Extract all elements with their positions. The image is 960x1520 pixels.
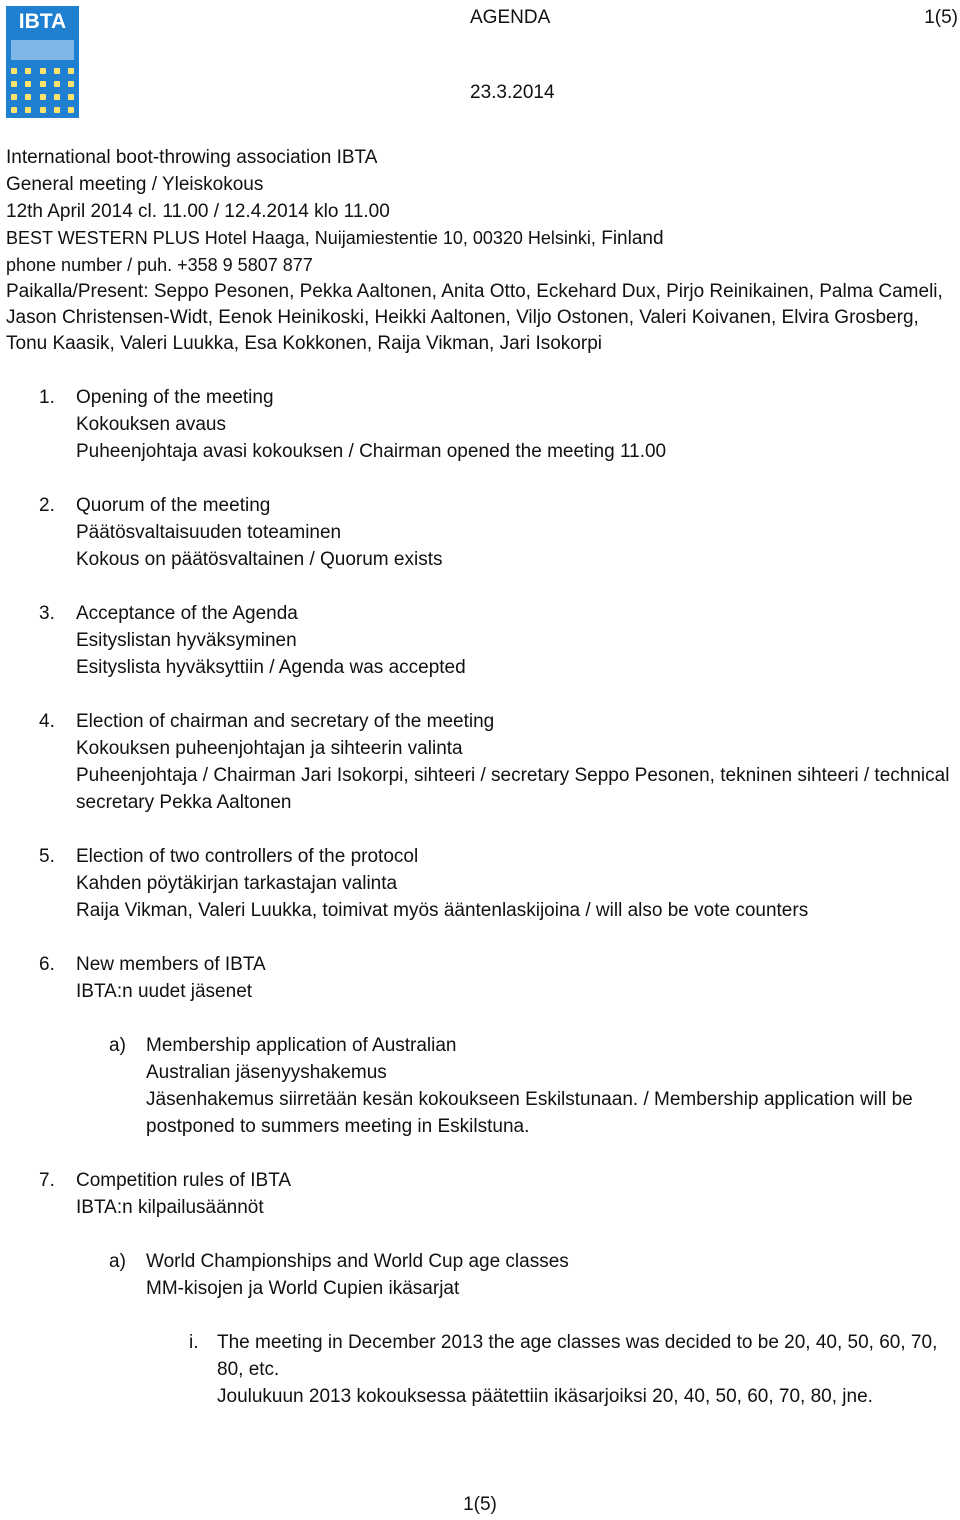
item-line: Competition rules of IBTA — [76, 1170, 292, 1191]
meeting-name: General meeting / Yleiskokous — [6, 174, 264, 195]
item-number: 2. — [39, 495, 55, 516]
agenda-item — [0, 492, 960, 573]
item-line: Kokouksen puheenjohtajan ja sihteerin valinta — [76, 738, 463, 759]
item-number: 5. — [39, 846, 55, 867]
org-name: International boot-throwing association IBTA — [6, 147, 378, 168]
item-line: Esityslista hyväksyttiin / Agenda was accepted — [76, 657, 466, 678]
item-line: Election of two controllers of the protocol — [76, 846, 419, 867]
sub-sub-item-numeral: i. — [189, 1332, 199, 1353]
logo-band — [11, 40, 74, 60]
item-line: Puheenjohtaja / Chairman Jari Isokorpi, sihteeri / secretary Seppo Pesonen, tekninen sihteeri / technical secretary Pekka Aaltonen — [76, 765, 950, 813]
sub-item-line: MM-kisojen ja World Cupien ikäsarjat — [146, 1278, 460, 1299]
item-line: Esityslistan hyväksyminen — [76, 630, 297, 651]
item-number: 4. — [39, 711, 55, 732]
meeting-venue — [6, 225, 956, 252]
item-line: IBTA:n uudet jäsenet — [76, 981, 253, 1002]
venue-country: Finland — [595, 228, 664, 249]
item-line: Kokous on päätösvaltainen / Quorum exists — [76, 549, 443, 570]
meeting-info — [6, 144, 956, 357]
item-number: 6. — [39, 954, 55, 975]
agenda-item — [0, 384, 960, 465]
agenda-item — [0, 600, 960, 681]
sub-item-letter: a) — [109, 1035, 126, 1056]
sub-item-letter: a) — [109, 1251, 126, 1272]
item-number: 7. — [39, 1170, 55, 1191]
item-line: Election of chairman and secretary of the meeting — [76, 711, 495, 732]
item-line: Raija Vikman, Valeri Luukka, toimivat myös ääntenlaskijoina / will also be vote counters — [76, 900, 809, 921]
sub-item-line: World Championships and World Cup age classes — [146, 1251, 569, 1272]
sub-sub-item-line: The meeting in December 2013 the age classes was decided to be 20, 40, 50, 60, 70, 80, etc. — [217, 1332, 938, 1380]
item-number: 1. — [39, 387, 55, 408]
present-list: Paikalla/Present: Seppo Pesonen, Pekka Aaltonen, Anita Otto, Eckehard Dux, Pirjo Reinikainen, Palma Cameli, Jason Christensen-Widt, Eenok Heinikoski, Heikki Aaltonen, Viljo Ostonen, Valeri Koivanen, Elvira Grosberg, Tonu Kaasik, Valeri Luukka, Esa Kokkonen, Raija Vikman, Jari Isokorpi — [6, 281, 943, 354]
agenda-item — [0, 708, 960, 816]
item-line: Acceptance of the Agenda — [76, 603, 298, 624]
item-line: Quorum of the meeting — [76, 495, 271, 516]
item-line: Kokouksen avaus — [76, 414, 226, 435]
header-title: AGENDA — [470, 7, 551, 28]
sub-item — [76, 1248, 960, 1410]
header-page-number: 1(5) — [924, 7, 958, 28]
sub-item — [76, 1032, 960, 1140]
logo-text: IBTA — [18, 10, 67, 33]
agenda-item — [0, 951, 960, 1140]
sub-sub-item-line: Joulukuun 2013 kokouksessa päätettiin ikäsarjoiksi 20, 40, 50, 60, 70, 80, jne. — [217, 1386, 873, 1407]
agenda-item — [0, 1167, 960, 1410]
footer-page-number: 1(5) — [463, 1494, 497, 1515]
item-line: Kahden pöytäkirjan tarkastajan valinta — [76, 873, 398, 894]
item-line: Puheenjohtaja avasi kokouksen / Chairman opened the meeting 11.00 — [76, 441, 667, 462]
venue-address: BEST WESTERN PLUS Hotel Haaga, Nuijamiestentie 10, 00320 Helsinki, — [6, 228, 596, 248]
agenda-item — [0, 843, 960, 924]
agenda-items — [0, 384, 960, 1410]
sub-item-line: Australian jäsenyyshakemus — [146, 1062, 387, 1083]
logo-stars-icon — [11, 68, 74, 120]
phone-number: phone number / puh. +358 9 5807 877 — [6, 255, 313, 275]
sub-item-line: Membership application of Australian — [146, 1035, 457, 1056]
item-line: New members of IBTA — [76, 954, 266, 975]
sub-item-line: Jäsenhakemus siirretään kesän kokoukseen Eskilstunaan. / Membership application will be postponed to summers meeting in Eskilstuna. — [146, 1089, 913, 1137]
ibta-logo — [6, 6, 79, 118]
meeting-time: 12th April 2014 cl. 11.00 / 12.4.2014 klo 11.00 — [6, 201, 390, 222]
item-line: IBTA:n kilpailusäännöt — [76, 1197, 264, 1218]
item-line: Päätösvaltaisuuden toteaminen — [76, 522, 342, 543]
item-number: 3. — [39, 603, 55, 624]
sub-sub-item — [146, 1329, 960, 1410]
item-line: Opening of the meeting — [76, 387, 274, 408]
header-date: 23.3.2014 — [470, 82, 555, 103]
